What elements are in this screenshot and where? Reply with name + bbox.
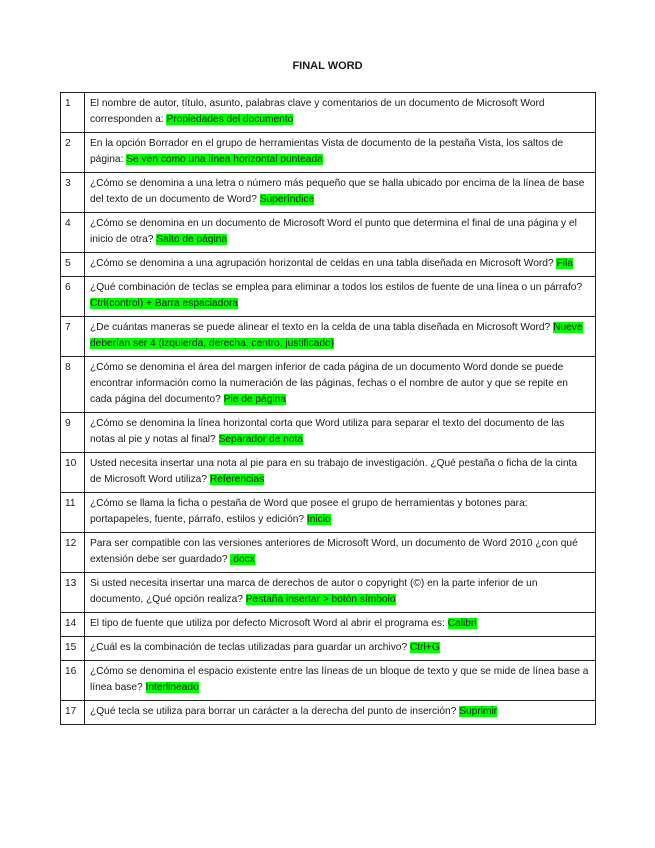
question-cell: [85, 637, 596, 661]
question-text: ¿Cómo se denomina el área del margen inferior de cada página de un documento Word donde se puede encontrar información como la numeración de las páginas, fechas o el nombre de autor y que se repite en cada página del documento?: [90, 362, 568, 405]
answer-highlight: Inicio: [306, 514, 331, 525]
row-number: 2: [61, 133, 85, 173]
row-number: 15: [61, 637, 85, 661]
table-row: [61, 573, 596, 613]
question-text: El tipo de fuente que utiliza por defecto Microsoft Word al abrir el programa es:: [90, 618, 448, 629]
question-text: Si usted necesita insertar una marca de derechos de autor o copyright (©) en la parte inferior de un documento, ¿Qué opción realiza?: [90, 578, 538, 605]
row-number: 3: [61, 173, 85, 213]
table-row: [61, 213, 596, 253]
answer-highlight: Nueve deberían ser 4 (izquierda, derecha, centro, justificado): [90, 322, 583, 349]
answer-highlight: Ctrl+G: [409, 642, 440, 653]
table-row: [61, 277, 596, 317]
page-title: FINAL WORD: [292, 60, 363, 72]
question-cell: [85, 533, 596, 573]
question-text: ¿Cómo se denomina a una agrupación horizontal de celdas en una tabla diseñada en Microsoft Word?: [90, 258, 557, 269]
question-text: Usted necesita insertar una nota al pie para en su trabajo de investigación. ¿Qué pestaña o ficha de la cinta de Microsoft Word utiliza?: [90, 458, 578, 485]
answer-highlight: Calibri: [447, 618, 477, 629]
table-row: [61, 701, 596, 725]
question-cell: [85, 357, 596, 413]
row-number: 12: [61, 533, 85, 573]
table-row: [61, 661, 596, 701]
row-number: 1: [61, 93, 85, 133]
question-cell: [85, 277, 596, 317]
row-number: 17: [61, 701, 85, 725]
question-text: ¿Cómo se llama la ficha o pestaña de Word que posee el grupo de herramientas y botones para: portapapeles, fuente, párrafo, estilos y edición?: [90, 498, 528, 525]
table-row: [61, 133, 596, 173]
answer-highlight: Interlineado: [145, 682, 199, 693]
table-row: [61, 173, 596, 213]
row-number: 13: [61, 573, 85, 613]
table-row: [61, 453, 596, 493]
question-cell: [85, 93, 596, 133]
answer-highlight: Referencias: [209, 474, 265, 485]
question-text: En la opción Borrador en el grupo de herramientas Vista de documento de la pestaña Vista, los saltos de página:: [90, 138, 564, 165]
table-row: [61, 317, 596, 357]
questions-table: [60, 92, 596, 725]
answer-highlight: .docx: [230, 554, 255, 565]
row-number: 5: [61, 253, 85, 277]
row-number: 11: [61, 493, 85, 533]
answer-highlight: Pie de página: [223, 394, 286, 405]
question-text: ¿Cómo se denomina el espacio existente entre las líneas de un bloque de texto y que se mide de línea base a línea base?: [90, 666, 589, 693]
answer-highlight: Pestaña insertar > botón símbolo: [245, 594, 396, 605]
question-text: ¿Cómo se denomina la línea horizontal corta que Word utiliza para separar el texto del documento de las notas al pie y notas al final?: [90, 418, 565, 445]
question-cell: [85, 453, 596, 493]
row-number: 10: [61, 453, 85, 493]
question-cell: [85, 613, 596, 637]
question-cell: [85, 701, 596, 725]
answer-highlight: Salto de página: [156, 234, 228, 245]
question-cell: [85, 213, 596, 253]
question-text: ¿Qué tecla se utiliza para borrar un carácter a la derecha del punto de inserción?: [90, 706, 460, 717]
question-cell: [85, 493, 596, 533]
question-text: ¿Cómo se denomina a una letra o número más pequeño que se halla ubicado por encima de la línea de base del texto de un documento de Word?: [90, 178, 585, 205]
question-cell: [85, 133, 596, 173]
questions-table-body: [61, 93, 596, 725]
question-text: ¿Cuál es la combinación de teclas utilizadas para guardar un archivo?: [90, 642, 410, 653]
row-number: 14: [61, 613, 85, 637]
row-number: 6: [61, 277, 85, 317]
answer-highlight: Propiedades del documento: [166, 114, 294, 125]
row-number: 16: [61, 661, 85, 701]
question-text: ¿Qué combinación de teclas se emplea para eliminar a todos los estilos de fuente de una línea o un párrafo?: [90, 282, 583, 293]
question-cell: [85, 573, 596, 613]
question-cell: [85, 253, 596, 277]
question-text: El nombre de autor, título, asunto, palabras clave y comentarios de un documento de Microsoft Word corresponden a:: [90, 98, 545, 125]
table-row: [61, 413, 596, 453]
table-row: [61, 493, 596, 533]
question-cell: [85, 173, 596, 213]
row-number: 7: [61, 317, 85, 357]
table-row: [61, 93, 596, 133]
question-cell: [85, 317, 596, 357]
answer-highlight: Fila: [556, 258, 573, 269]
row-number: 8: [61, 357, 85, 413]
question-text: Para ser compatible con las versiones anteriores de Microsoft Word, un documento de Word 2010 ¿con qué extensión debe ser guardado?: [90, 538, 578, 565]
answer-highlight: Ctrl(control) + Barra espaciadora: [90, 298, 239, 309]
answer-highlight: Superíndice: [259, 194, 315, 205]
table-row: [61, 613, 596, 637]
question-cell: [85, 661, 596, 701]
row-number: 4: [61, 213, 85, 253]
table-row: [61, 357, 596, 413]
question-text: ¿De cuántas maneras se puede alinear el texto en la celda de una tabla diseñada en Microsoft Word?: [90, 322, 554, 333]
table-row: [61, 253, 596, 277]
answer-highlight: Se ven como una línea horizontal punteada: [126, 154, 323, 165]
table-row: [61, 637, 596, 661]
row-number: 9: [61, 413, 85, 453]
question-cell: [85, 413, 596, 453]
table-row: [61, 533, 596, 573]
answer-highlight: Suprimir: [459, 706, 498, 717]
question-text: ¿Cómo se denomina en un documento de Microsoft Word el punto que determina el final de una página y el inicio de otra?: [90, 218, 577, 245]
answer-highlight: Separador de nota: [218, 434, 303, 445]
